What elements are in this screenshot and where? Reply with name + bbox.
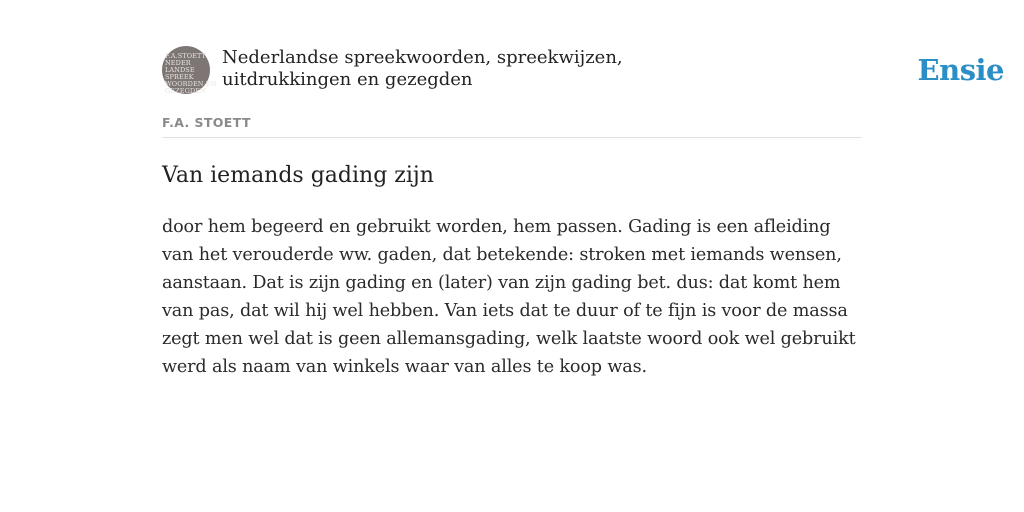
book-header (162, 46, 862, 96)
cover-line: SPREEK (165, 73, 194, 81)
entry-body: door hem begeerd en gebruikt worden, hem passen. Gading is een afleiding van het verouderde ww. gaden, dat betekende: stroken met iemands wensen, aanstaan. Dat is zijn gading en (later) van zijn gading bet. dus: dat komt hem van pas, dat wil hij wel hebben. Van iets dat te duur of te fijn is voor de massa zegt men wel dat is geen allemansgading, welk laatste woord ook wel gebruikt werd als naam van winkels waar van alles te koop was. (162, 217, 856, 377)
cover-text (165, 53, 215, 95)
ensie-logo[interactable]: Ensie (917, 53, 1004, 87)
cover-line: LANDSE (165, 66, 195, 74)
page (162, 0, 862, 381)
cover-line: F.A.STOETT (165, 52, 206, 60)
book-cover-image[interactable] (162, 46, 217, 95)
cover-line: WOORDEN EN (165, 80, 217, 88)
author-name[interactable]: F.A. STOETT (162, 115, 862, 138)
cover-line: NEDER (165, 59, 191, 67)
entry-title: Van iemands gading zijn (162, 163, 434, 188)
book-title-link[interactable]: Nederlandse spreekwoorden, spreekwijzen, uitdrukkingen en gezegden (222, 47, 623, 90)
cover-line: GEZEGDEN (165, 87, 206, 95)
